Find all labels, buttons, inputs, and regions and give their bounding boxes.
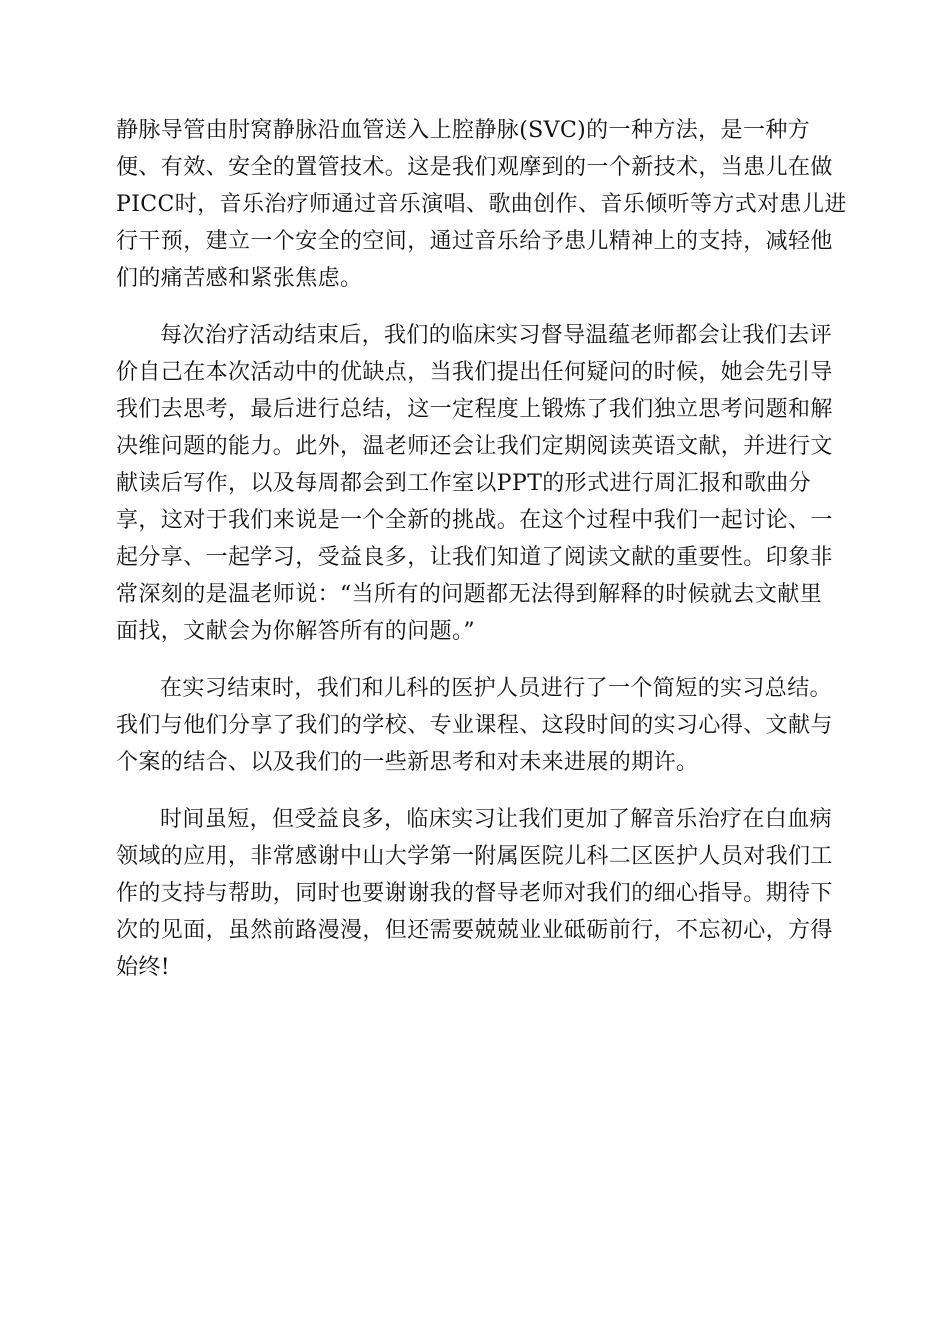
text-line: 静脉导管由肘窝静脉沿血管送入上腔静脉(SVC)的一种方法，是一种方 xyxy=(116,118,811,143)
text-line: 每次治疗活动结束后，我们的临床实习督导温蕴老师都会让我们去评 xyxy=(160,323,833,348)
text-line: 常深刻的是温老师说：“当所有的问题都无法得到解释的时候就去文献里 xyxy=(116,582,823,607)
text-line: 次的见面，虽然前路漫漫，但还需要兢兢业业砥砺前行，不忘初心，方得 xyxy=(116,918,833,943)
paragraph-2 xyxy=(116,317,836,650)
paragraph-1 xyxy=(116,112,847,297)
text-line: 享，这对于我们来说是一个全新的挑战。在这个过程中我们一起讨论、一 xyxy=(116,508,833,533)
text-line: 时间虽短，但受益良多，临床实习让我们更加了解音乐治疗在白血病 xyxy=(160,807,833,832)
text-line: 始终! xyxy=(116,955,171,980)
text-line: 我们去思考，最后进行总结，这一定程度上锻炼了我们独立思考问题和解 xyxy=(116,397,833,422)
text-line: 在实习结束时，我们和儿科的医护人员进行了一个简短的实习总结。 xyxy=(160,676,833,701)
text-line: 作的支持与帮助，同时也要谢谢我的督导老师对我们的细心指导。期待下 xyxy=(116,881,833,906)
text-line: 领域的应用，非常感谢中山大学第一附属医院儿科二区医护人员对我们工 xyxy=(116,844,833,869)
paragraph-3 xyxy=(116,670,836,781)
paragraph-4 xyxy=(116,801,836,986)
text-line: 价自己在本次活动中的优缺点，当我们提出任何疑问的时候，她会先引导 xyxy=(116,360,833,385)
text-line: 行干预，建立一个安全的空间，通过音乐给予患儿精神上的支持，减轻他 xyxy=(116,229,833,254)
text-line: PICC时，音乐治疗师通过音乐演唱、歌曲创作、音乐倾听等方式对患儿进 xyxy=(116,192,847,217)
text-line: 们的痛苦感和紧张焦虑。 xyxy=(116,266,363,291)
text-line: 献读后写作，以及每周都会到工作室以PPT的形式进行周汇报和歌曲分 xyxy=(116,471,812,496)
text-line: 面找，文献会为你解答所有的问题。” xyxy=(116,619,476,644)
text-line: 我们与他们分享了我们的学校、专业课程、这段时间的实习心得、文献与 xyxy=(116,713,833,738)
text-line: 个案的结合、以及我们的一些新思考和对未来进展的期许。 xyxy=(116,750,699,775)
text-line: 便、有效、安全的置管技术。这是我们观摩到的一个新技术，当患儿在做 xyxy=(116,155,833,180)
text-line: 决维问题的能力。此外，温老师还会让我们定期阅读英语文献，并进行文 xyxy=(116,434,833,459)
text-line: 起分享、一起学习，受益良多，让我们知道了阅读文献的重要性。印象非 xyxy=(116,545,833,570)
document-body xyxy=(116,112,847,1006)
